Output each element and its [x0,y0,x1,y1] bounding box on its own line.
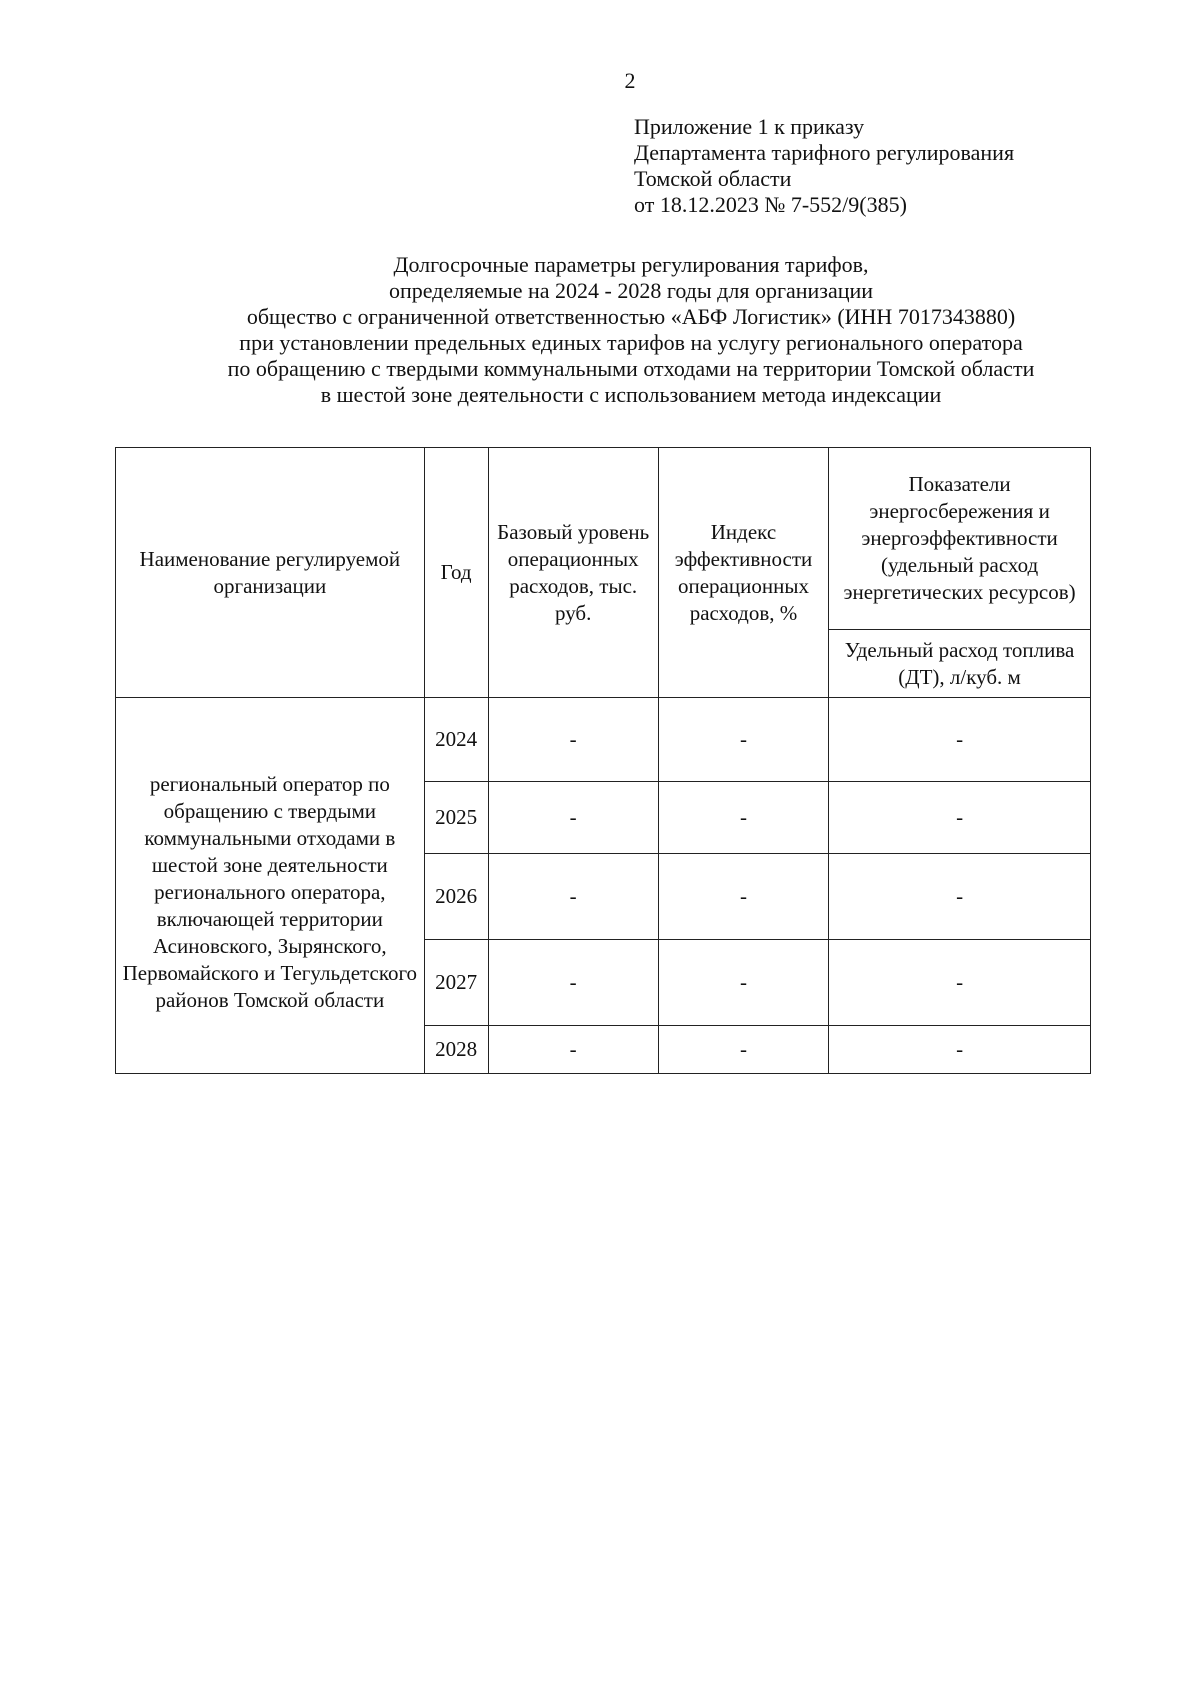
header-energy: Показатели энергосбережения и энергоэффективности (удельный расход энергетических ресурсов) [829,448,1091,630]
title-line: определяемые на 2024 - 2028 годы для организации [388,278,874,303]
header-fuel: Удельный расход топлива (ДТ), л/куб. м [829,630,1091,698]
index-cell: - [658,1026,828,1074]
header-efficiency-index: Индекс эффективности операционных расходов, % [658,448,828,698]
appendix-line: от 18.12.2023 № 7-552/9(385) [634,192,907,217]
appendix-line: Томской области [634,166,792,191]
title-line: при установлении предельных единых тарифов на услугу регионального оператора [239,330,1023,355]
table-header-row [116,448,1091,630]
fuel-cell: - [829,854,1091,940]
base-cell: - [488,940,658,1026]
title-line: общество с ограниченной ответственностью «АБФ Логистик» (ИНН 7017343880) [246,304,1016,329]
index-cell: - [658,698,828,782]
year-cell: 2025 [424,782,488,854]
appendix-line: Приложение 1 к приказу [634,114,865,139]
year-cell: 2026 [424,854,488,940]
page-number: 2 [624,68,636,93]
fuel-cell: - [829,698,1091,782]
base-cell: - [488,854,658,940]
base-cell: - [488,1026,658,1074]
header-name: Наименование регулируемой организации [116,448,425,698]
title-line: в шестой зоне деятельности с использованием метода индексации [320,382,942,407]
index-cell: - [658,940,828,1026]
index-cell: - [658,854,828,940]
fuel-cell: - [829,940,1091,1026]
header-base-level: Базовый уровень операционных расходов, тыс. руб. [488,448,658,698]
base-cell: - [488,782,658,854]
parameters-table [115,447,1091,1074]
document-title [150,252,1112,408]
year-cell: 2024 [424,698,488,782]
title-line: Долгосрочные параметры регулирования тарифов, [393,252,869,277]
title-line: по обращению с твердыми коммунальными отходами на территории Томской области [227,356,1035,381]
year-cell: 2027 [424,940,488,1026]
table-row [116,698,1091,782]
appendix-block [634,114,1014,218]
year-cell: 2028 [424,1026,488,1074]
appendix-line: Департамента тарифного регулирования [634,140,1015,165]
header-year: Год [424,448,488,698]
base-cell: - [488,698,658,782]
fuel-cell: - [829,782,1091,854]
organization-cell: региональный оператор по обращению с твердыми коммунальными отходами в шестой зоне деятельности регионального оператора, включающей территории Асиновского, Зырянского, Первомайского и Тегульдетского районов Томской области [116,698,425,1074]
index-cell: - [658,782,828,854]
fuel-cell: - [829,1026,1091,1074]
